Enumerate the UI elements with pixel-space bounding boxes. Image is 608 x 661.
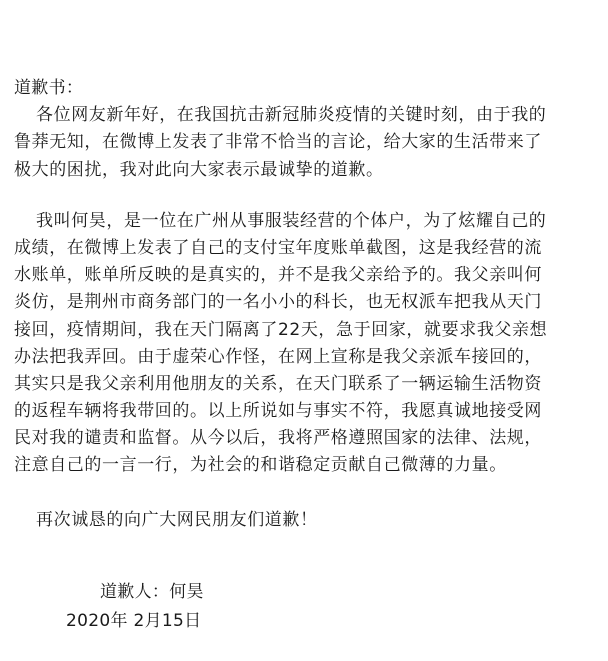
- signature: 道歉人：何昊: [100, 582, 204, 602]
- paragraph-1-line-2: 鲁莽无知，在微博上发表了非常不恰当的言论，给大家的生活带来了: [14, 132, 542, 152]
- paragraph-2-line-7: 其实只是我父亲利用他朋友的关系，在天门联系了一辆运输生活物资: [14, 374, 542, 394]
- paragraph-2-line-5: 接回，疫情期间，我在天门隔离了22天，急于回家，就要求我父亲想: [14, 320, 548, 340]
- letter-date: 2020年 2月15日: [66, 611, 202, 631]
- paragraph-1-line-1: 各位网友新年好，在我国抗击新冠肺炎疫情的关键时刻，由于我的: [36, 105, 547, 125]
- paragraph-2-line-6: 办法把我弄回。由于虚荣心作怪，在网上宣称是我父亲派车接回的，: [14, 347, 542, 367]
- paragraph-2-line-9: 民对我的谴责和监督。从今以后，我将严格遵照国家的法律、法规，: [14, 428, 542, 448]
- paragraph-2-line-3: 水账单，账单所反映的是真实的，并不是我父亲给予的。我父亲叫何: [14, 265, 542, 285]
- paragraph-1-line-3: 极大的困扰，我对此向大家表示最诚挚的道歉。: [14, 160, 384, 180]
- paragraph-2-line-2: 成绩，在微博上发表了自己的支付宝年度账单截图，这是我经营的流: [14, 238, 542, 258]
- paragraph-2-line-10: 注意自己的一言一行，为社会的和谐稳定贡献自己微薄的力量。: [14, 455, 507, 475]
- paragraph-2-line-8: 的返程车辆将我带回的。以上所说如与事实不符，我愿真诚地接受网: [14, 401, 542, 421]
- letter-heading: 道歉书：: [14, 78, 84, 98]
- paragraph-3-line-1: 再次诚恳的向广大网民朋友们道歉！: [36, 510, 318, 530]
- paragraph-2-line-1: 我叫何昊，是一位在广州从事服装经营的个体户，为了炫耀自己的: [36, 211, 547, 231]
- paragraph-2-line-4: 炎仿，是荆州市商务部门的一名小小的科长，也无权派车把我从天门: [14, 292, 542, 312]
